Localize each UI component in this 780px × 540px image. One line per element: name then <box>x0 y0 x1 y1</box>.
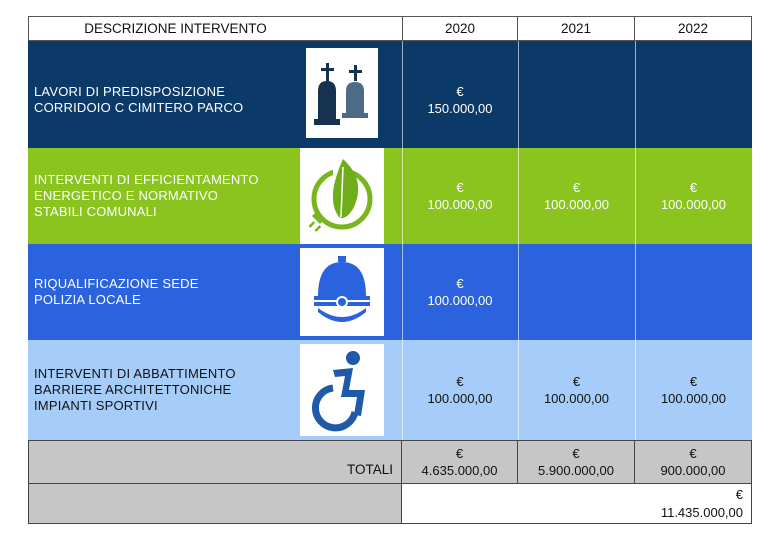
header-description-label: DESCRIZIONE INTERVENTO <box>84 21 267 36</box>
currency: € <box>456 180 464 195</box>
currency: € <box>455 446 464 461</box>
investment-table <box>28 16 752 524</box>
totals-label: TOTALI <box>346 461 393 477</box>
header-2021 <box>518 16 635 41</box>
grand-total-cell <box>402 484 752 524</box>
row-cimitero-2020 <box>402 41 518 158</box>
header-2022-label: 2022 <box>677 21 709 36</box>
currency: € <box>689 374 698 389</box>
totals-2022 <box>635 440 752 484</box>
header-2022 <box>635 16 752 41</box>
row-polizia-2020 <box>402 244 518 340</box>
header-2021-label: 2021 <box>560 21 592 36</box>
police-helmet-icon <box>304 252 380 332</box>
totals-label-cell <box>28 440 402 484</box>
grand-total-currency: € <box>735 486 743 502</box>
row-barriere-icon-box <box>300 344 384 436</box>
currency: € <box>456 276 464 291</box>
row-cimitero-description: LAVORI DI PREDISPOSIZIONE CORRIDOIO C CIMITERO PARCO <box>34 83 244 115</box>
amount: 100.000,00 <box>660 391 727 406</box>
currency: € <box>572 180 581 195</box>
amount: 100.000,00 <box>543 197 610 212</box>
row-efficientamento-description: INTERVENTI DI EFFICIENTAMENTO ENERGETICO E NORMATIVO STABILI COMUNALI <box>34 172 259 219</box>
row-efficientamento-2022 <box>635 148 752 244</box>
row-polizia-description: RIQUALIFICAZIONE SEDE POLIZIA LOCALE <box>34 276 199 307</box>
amount: 4.635.000,00 <box>421 463 498 478</box>
column-divider <box>635 41 636 440</box>
grand-total-amount: 11.435.000,00 <box>660 504 743 520</box>
row-cimitero-2021 <box>518 41 635 158</box>
row-barriere-2022 <box>635 340 752 440</box>
amount: 100.000,00 <box>427 391 493 406</box>
column-divider <box>402 41 403 440</box>
row-polizia-2021 <box>518 244 635 340</box>
grand-total-spacer <box>28 484 402 524</box>
row-barriere-2021 <box>518 340 635 440</box>
amount: 100.000,00 <box>427 197 493 212</box>
header-2020 <box>402 16 518 41</box>
currency: € <box>689 446 697 461</box>
amount: 100.000,00 <box>427 293 493 308</box>
amount: 900.000,00 <box>660 463 726 478</box>
currency: € <box>456 374 464 389</box>
row-polizia-icon-box <box>300 248 384 336</box>
header-2020-label: 2020 <box>444 21 476 36</box>
row-efficientamento-2021 <box>518 148 635 244</box>
green-energy-leaf-icon <box>303 151 381 241</box>
totals-2021 <box>518 440 635 484</box>
amount: 100.000,00 <box>543 391 610 406</box>
row-barriere-2020 <box>402 340 518 440</box>
currency: € <box>689 180 698 195</box>
amount: 100.000,00 <box>660 197 727 212</box>
wheelchair-accessibility-icon <box>303 346 381 434</box>
amount: 5.900.000,00 <box>538 463 614 478</box>
row-efficientamento-2020 <box>402 148 518 244</box>
row-barriere-description: INTERVENTI DI ABBATTIMENTO BARRIERE ARCHITETTONICHE IMPIANTI SPORTIVI <box>34 366 236 413</box>
amount: 150.000,00 <box>427 100 493 116</box>
row-efficientamento-icon-box <box>300 148 384 244</box>
currency: € <box>572 446 580 461</box>
row-cimitero-icon-box <box>306 48 378 138</box>
currency: € <box>456 83 464 99</box>
row-polizia-2022 <box>635 244 752 340</box>
totals-2020 <box>402 440 518 484</box>
header-description <box>28 16 402 41</box>
column-divider <box>518 41 519 440</box>
row-cimitero-2022 <box>635 41 752 158</box>
currency: € <box>572 374 581 389</box>
cemetery-crosses-icon <box>312 53 372 133</box>
